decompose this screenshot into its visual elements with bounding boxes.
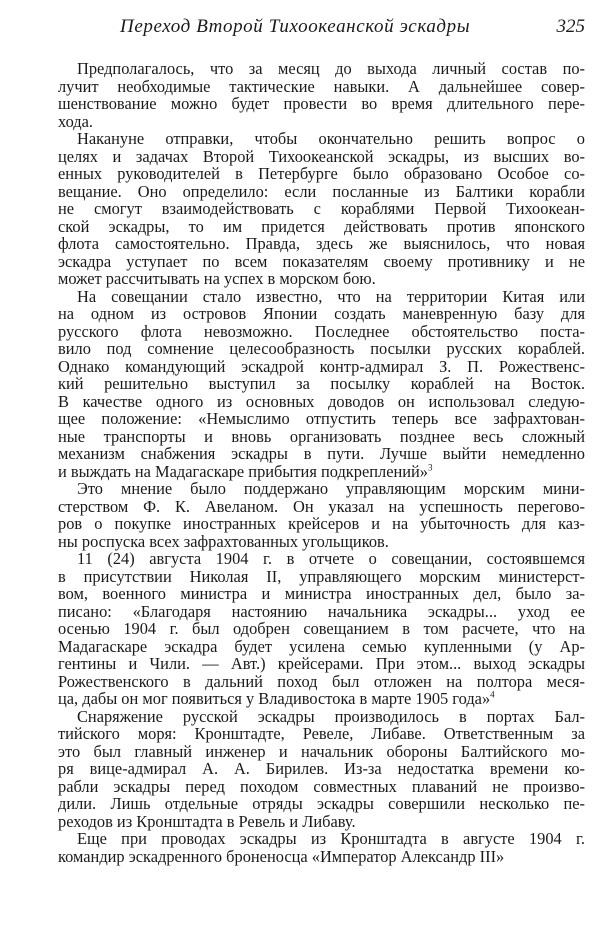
line-text: хода. <box>58 111 94 131</box>
line-text: это был главный инженер и начальник обороны Балтийского мо- <box>58 741 585 761</box>
line-text: Рожественского в дальний поход был отложен на полтора меся- <box>58 671 585 691</box>
line-text: щее положение: «Немыслимо отпустить теперь все зафрахтован- <box>58 409 585 428</box>
text-line <box>58 603 585 621</box>
body-text <box>58 60 585 865</box>
line-text: Снаряжение русской эскадры производилось в портах Бал- <box>77 706 585 726</box>
line-text: механизм снабжения эскадры в пути. Лучше выйти немедленно <box>58 444 585 463</box>
text-line <box>58 165 585 183</box>
text-line <box>58 288 585 306</box>
text-line <box>58 708 585 726</box>
text-line <box>58 533 585 551</box>
text-line <box>58 270 585 288</box>
text-line <box>58 568 585 586</box>
line-text: ря вице-адмирал А. А. Бирилев. Из-за недостатка времени ко- <box>58 759 585 778</box>
paragraph <box>58 550 585 708</box>
line-text: Еще при проводах эскадры из Кронштадта в августе 1904 г. <box>77 829 585 848</box>
paragraph <box>58 708 585 831</box>
line-text: Это мнение было поддержано управляющим морским мини- <box>77 479 585 498</box>
paragraph <box>58 288 585 481</box>
line-text: ные транспорты и вновь организовать позднее весь сложный <box>58 426 585 446</box>
line-text: енных руководителей в Петербурге было образовано Особое со- <box>58 164 585 183</box>
line-text: флота самостоятельно. Правда, здесь же выяснилось, что новая <box>58 234 585 253</box>
line-text: ров о покупке иностранных крейсеров и на убыточность для каз- <box>58 514 585 533</box>
text-line <box>58 428 585 446</box>
text-line <box>58 253 585 271</box>
line-text: ца, дабы он мог появиться у Владивостока в марте 1905 года» <box>58 689 491 708</box>
text-line <box>58 795 585 813</box>
text-line <box>58 778 585 796</box>
text-line <box>58 760 585 778</box>
text-line <box>58 95 585 113</box>
line-text: кий решительно выступил за посылку кораблей на Восток. <box>58 374 585 393</box>
line-text: эскадра уступает по всем показателям своему противнику и не <box>58 251 585 271</box>
text-line <box>58 78 585 96</box>
line-text: на одном из островов Японии создать маневренную базу для <box>58 304 585 323</box>
paragraph <box>58 130 585 288</box>
line-text: стерством Ф. К. Авеланом. Он указал на успешность перегово- <box>58 496 585 516</box>
text-line <box>58 463 585 481</box>
line-text: осенью 1904 г. был одобрен совещанием в том расчете, что на <box>58 619 585 638</box>
text-line <box>58 183 585 201</box>
line-text: вом, военного министра и министра иностранных дел, было за- <box>58 584 585 603</box>
line-text: Мадагаскаре эскадра будет усилена семью купленными (у Ар- <box>58 636 585 656</box>
line-text: 11 (24) августа 1904 г. в отчете о совещании, состоявшемся <box>77 549 585 568</box>
text-line <box>58 550 585 568</box>
line-text: гентины и Чили. — Авт.) крейсерами. При этом... выход эскадры <box>58 654 585 673</box>
line-text: дили. Лишь отдельные отряды эскадры совершили несколько пе- <box>58 794 585 813</box>
line-text: вещание. Оно определило: если посланные из Балтики корабли <box>58 181 585 201</box>
running-title: Переход Второй Тихоокеанской эскадры <box>120 16 471 37</box>
line-text: ны роспуска всех зафрахтованных угольщиков. <box>58 531 389 551</box>
line-text: Однако командующий эскадрой контр-адмирал З. П. Рожественс- <box>58 356 585 376</box>
line-text: писано: «Благодаря настоянию начальника эскадры... уход ее <box>58 601 585 621</box>
paragraph <box>58 60 585 130</box>
text-line <box>58 130 585 148</box>
line-text: не смогут взаимодействовать с кораблями Первой Тихоокеан- <box>58 199 585 218</box>
text-line <box>58 813 585 831</box>
line-text: Предполагалось, что за месяц до выхода личный состав по- <box>77 59 585 78</box>
text-line <box>58 655 585 673</box>
text-line <box>58 620 585 638</box>
line-text: и выждать на Мадагаскаре прибытия подкреплений» <box>58 461 428 481</box>
text-line <box>58 60 585 78</box>
line-text: может рассчитывать на успех в морском бою. <box>58 269 376 288</box>
text-line <box>58 410 585 428</box>
footnote-marker: 3 <box>427 462 433 473</box>
text-line <box>58 515 585 533</box>
text-line <box>58 323 585 341</box>
line-text: в присутствии Николая II, управляющего морским министерст- <box>58 566 585 586</box>
line-text: реходов из Кронштадта в Ревель и Либаву. <box>58 811 356 831</box>
text-line <box>58 375 585 393</box>
text-line <box>58 498 585 516</box>
text-line <box>58 445 585 463</box>
line-text: В качестве одного из основных доводов он использовал следую- <box>58 391 585 411</box>
text-line <box>58 690 585 708</box>
text-line <box>58 200 585 218</box>
text-line <box>58 148 585 166</box>
text-line <box>58 235 585 253</box>
text-line <box>58 113 585 131</box>
text-line <box>58 393 585 411</box>
line-text: русского флота невозможно. Последнее обстоятельство поста- <box>58 321 585 341</box>
text-line <box>58 743 585 761</box>
footnote-marker: 4 <box>490 689 495 700</box>
line-text: лучит необходимые тактические навыки. А дальнейшее совер- <box>58 76 585 96</box>
text-line <box>58 725 585 743</box>
text-line <box>58 830 585 848</box>
line-text: вило под сомнение целесообразность посылки русских кораблей. <box>58 339 585 358</box>
line-text: рабли эскадры перед походом совместных плаваний не произво- <box>58 776 585 796</box>
paragraph <box>58 830 585 865</box>
line-text: целях и задачах Второй Тихоокеанской эскадры, из высших во- <box>58 146 585 166</box>
text-line <box>58 673 585 691</box>
line-text: тийского моря: Кронштадте, Ревеле, Либаве. Ответственным за <box>58 724 585 743</box>
line-text: командир эскадренного броненосца «Император Александр III» <box>58 846 505 866</box>
page-header <box>120 16 585 44</box>
page-number: 325 <box>556 16 585 37</box>
text-line <box>58 358 585 376</box>
text-line <box>58 218 585 236</box>
line-text: шенствование можно будет провести во время длительного пере- <box>58 94 585 113</box>
text-line <box>58 848 585 866</box>
text-line <box>58 585 585 603</box>
text-line <box>58 305 585 323</box>
text-line <box>58 638 585 656</box>
line-text: На совещании стало известно, что на территории Китая или <box>77 286 585 306</box>
line-text: Накануне отправки, чтобы окончательно решить вопрос о <box>77 129 585 148</box>
paragraph <box>58 480 585 550</box>
text-line <box>58 340 585 358</box>
line-text: ской эскадры, то им придется действовать против японского <box>58 216 585 236</box>
text-line <box>58 480 585 498</box>
